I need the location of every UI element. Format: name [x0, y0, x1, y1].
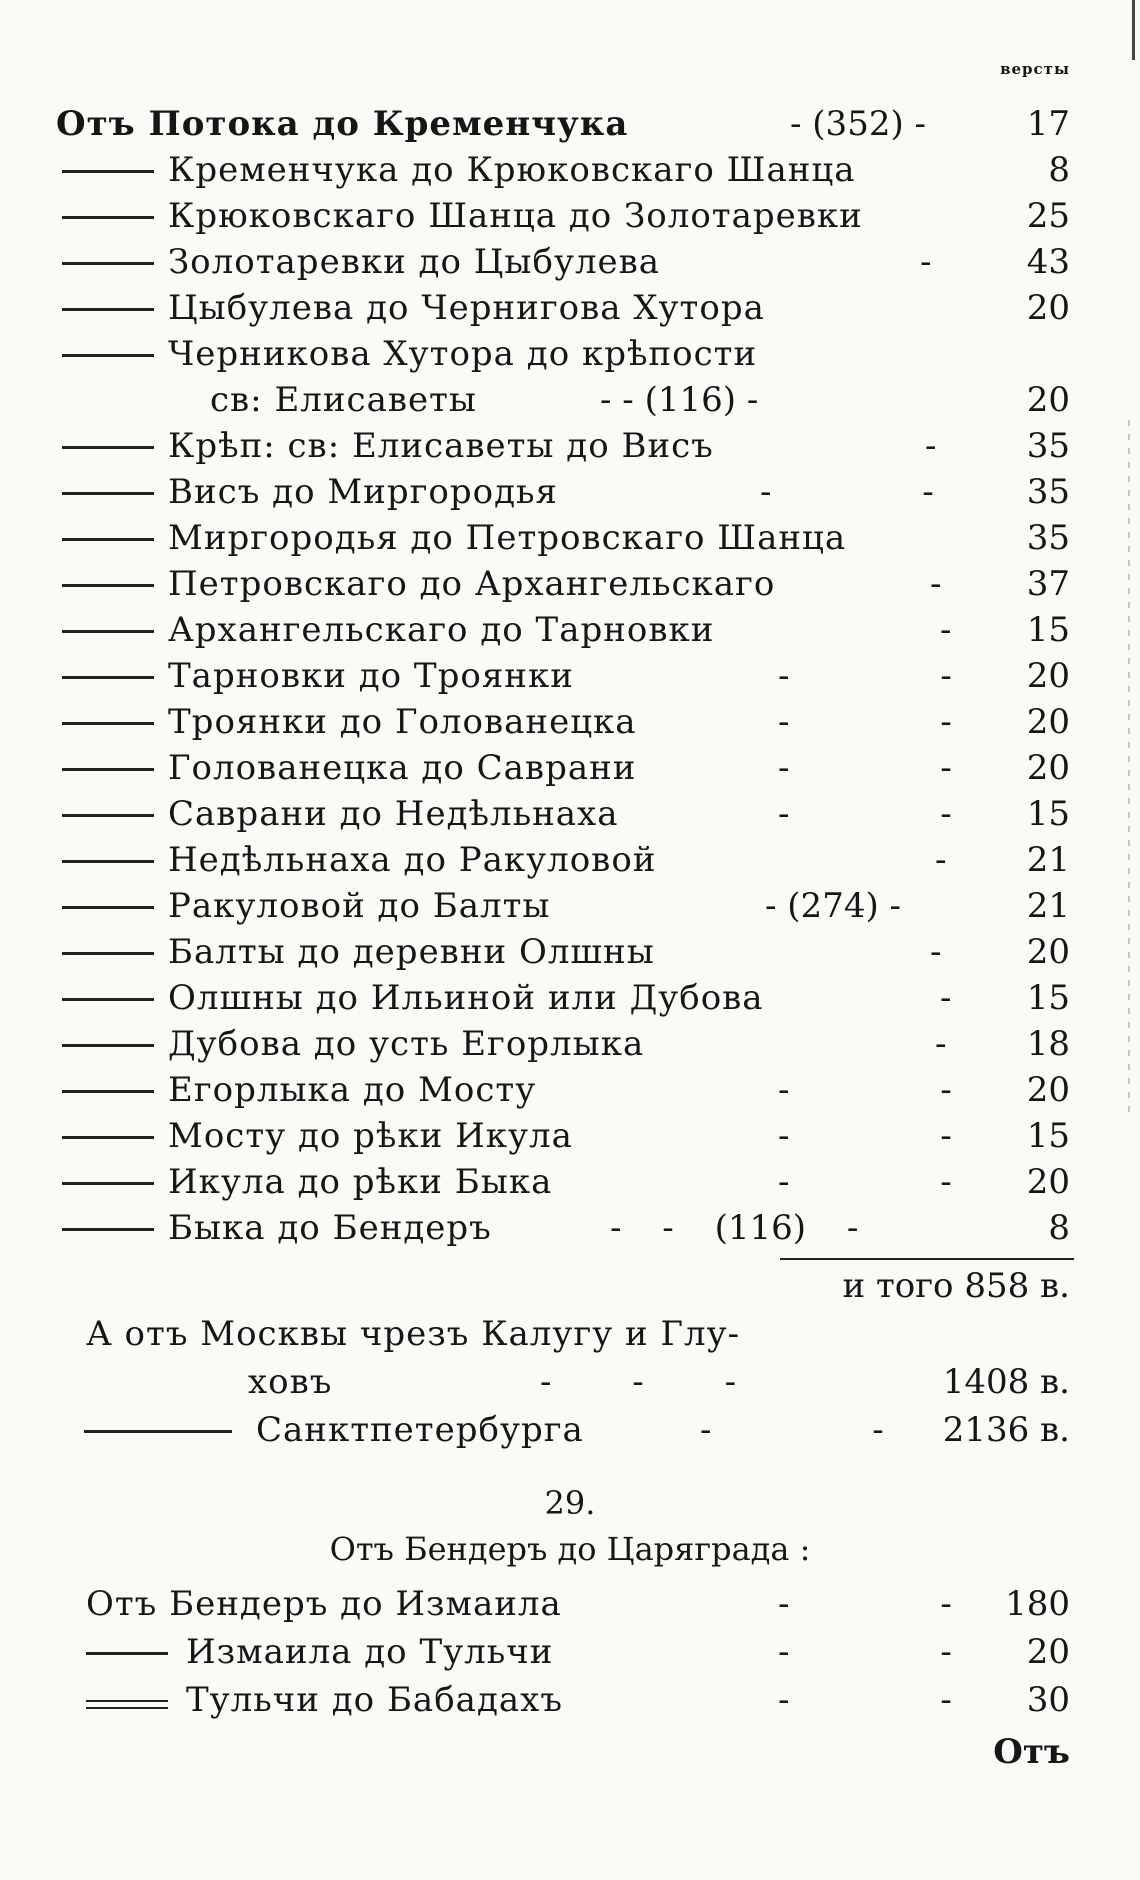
route-text: Олшны до Ильиной или Дубова	[168, 978, 764, 1018]
section-number: 29.	[544, 1484, 596, 1522]
ditto-dash	[62, 216, 154, 219]
route-row	[0, 1158, 1140, 1206]
route-mid: -	[930, 932, 942, 972]
ditto-dash	[84, 1430, 232, 1433]
route-text: Мосту до рѣки Икула	[168, 1116, 573, 1156]
section-row-mid: - -	[778, 1632, 952, 1672]
ditto-dash	[86, 1700, 168, 1702]
ditto-dash	[62, 538, 154, 541]
route-distance: 35	[1026, 518, 1070, 558]
route-row	[0, 422, 1140, 470]
ditto-dash	[62, 1228, 154, 1231]
route-row	[0, 330, 1140, 378]
route-mid: -	[940, 610, 952, 650]
route-distance: 15	[1026, 610, 1070, 650]
route-text: Черникова Хутора до крѣпости	[168, 334, 758, 374]
ditto-dash	[62, 170, 154, 173]
spb-distance: 2136 в.	[942, 1410, 1070, 1450]
route-mid: - -	[778, 794, 952, 834]
column-unit-header: версты	[1000, 60, 1070, 78]
route-text: Икула до рѣки Быка	[168, 1162, 553, 1202]
route-distance: 15	[1026, 978, 1070, 1018]
route-mid: - - (116) -	[600, 380, 759, 420]
route-text: Крюковскаго Шанца до Золотаревки	[168, 196, 863, 236]
route-row	[0, 882, 1140, 930]
moscow-line1: А отъ Москвы чрезъ Калугу и Глу-	[86, 1314, 741, 1354]
route-row	[0, 376, 1140, 424]
spb-text: Санктпетербурга	[256, 1410, 584, 1450]
route-text: Золотаревки до Цыбулева	[168, 242, 661, 282]
route-text: Миргородья до Петровскаго Шанца	[168, 518, 847, 558]
route-row	[0, 560, 1140, 608]
spb-mid: - -	[700, 1410, 884, 1450]
moscow-row	[0, 1310, 1140, 1358]
route-distance: 8	[1048, 150, 1070, 190]
page-edge-mark	[1132, 0, 1135, 60]
route-distance: 25	[1026, 196, 1070, 236]
moscow-line2: ховъ	[248, 1362, 333, 1402]
ditto-dash	[62, 998, 154, 1001]
route-distance: 20	[1026, 932, 1070, 972]
route-text: Ракуловой до Балты	[168, 886, 551, 926]
route-row	[0, 468, 1140, 516]
route-distance: 18	[1026, 1024, 1070, 1064]
section-row-mid: - -	[778, 1584, 952, 1624]
section-title: Отъ Бендеръ до Царяграда :	[329, 1530, 811, 1568]
route-distance: 20	[1026, 656, 1070, 696]
route-mid: - -	[778, 1162, 952, 1202]
ditto-dash	[62, 492, 154, 495]
route-row	[0, 238, 1140, 286]
route-distance: 35	[1026, 472, 1070, 512]
route-distance: 20	[1026, 1162, 1070, 1202]
ditto-dash	[62, 584, 154, 587]
route-total: и того 858 в.	[842, 1266, 1070, 1306]
catchword-row	[0, 1728, 1140, 1776]
spb-row	[0, 1406, 1140, 1454]
route-row	[0, 1112, 1140, 1160]
route-text: Висъ до Миргородья	[168, 472, 558, 512]
route-row	[0, 146, 1140, 194]
catchword: Отъ	[993, 1732, 1070, 1772]
route-mid: -	[930, 564, 942, 604]
ditto-dash	[62, 814, 154, 817]
route-text: Балты до деревни Олшны	[168, 932, 655, 972]
route-row	[0, 100, 1140, 148]
ditto-dash	[62, 676, 154, 679]
ditto-dash	[62, 1182, 154, 1185]
section-row	[0, 1676, 1140, 1724]
route-text: Голованецка до Саврани	[168, 748, 637, 788]
route-row	[0, 1020, 1140, 1068]
ditto-dash	[62, 262, 154, 265]
route-mid: - -	[778, 656, 952, 696]
route-distance: 35	[1026, 426, 1070, 466]
section-row-distance: 20	[1026, 1632, 1070, 1672]
section-row-distance: 180	[1005, 1584, 1070, 1624]
route-row	[0, 606, 1140, 654]
section-row-text: Тульчи до Бабадахъ	[186, 1680, 563, 1720]
route-text: Цыбулева до Чернигова Хутора	[168, 288, 765, 328]
route-distance: 8	[1048, 1208, 1070, 1248]
route-distance: 15	[1026, 1116, 1070, 1156]
sum-rule	[780, 1258, 1074, 1260]
route-mid: - - (116) -	[610, 1208, 859, 1248]
route-mid: -	[935, 840, 947, 880]
ditto-dash	[62, 354, 154, 357]
route-distance: 20	[1026, 288, 1070, 328]
route-row	[0, 652, 1140, 700]
route-distance: 37	[1026, 564, 1070, 604]
section-row-distance: 30	[1026, 1680, 1070, 1720]
route-mid: - -	[778, 748, 952, 788]
ditto-dash	[62, 1044, 154, 1047]
moscow-row	[0, 1358, 1140, 1406]
moscow-line2-mid: - - -	[540, 1362, 737, 1402]
section-row	[0, 1580, 1140, 1628]
route-text: Крѣп: св: Елисаветы до Висъ	[168, 426, 714, 466]
route-row	[0, 790, 1140, 838]
route-mid: -	[940, 978, 952, 1018]
route-distance: 20	[1026, 380, 1070, 420]
route-text: Недѣльнаха до Ракуловой	[168, 840, 657, 880]
route-mid: - -	[778, 1116, 952, 1156]
route-text: Тарновки до Троянки	[168, 656, 574, 696]
route-mid: - -	[778, 702, 952, 742]
route-text: Саврани до Недѣльнаха	[168, 794, 619, 834]
route-row	[0, 928, 1140, 976]
route-distance: 15	[1026, 794, 1070, 834]
ditto-dash	[62, 768, 154, 771]
ditto-dash	[62, 630, 154, 633]
route-text: св: Елисаветы	[210, 380, 477, 420]
section-row	[0, 1628, 1140, 1676]
route-distance: 21	[1026, 886, 1070, 926]
route-distance: 43	[1026, 242, 1070, 282]
route-mid: - (274) -	[765, 886, 902, 926]
route-row	[0, 1204, 1140, 1252]
route-text: Быка до Бендеръ	[168, 1208, 492, 1248]
ditto-dash	[62, 952, 154, 955]
ditto-dash	[62, 1136, 154, 1139]
route-row	[0, 744, 1140, 792]
route-distance: 17	[1026, 104, 1070, 144]
section-row-mid: - -	[778, 1680, 952, 1720]
route-text: Кременчука до Крюковскаго Шанца	[168, 150, 856, 190]
route-distance: 20	[1026, 1070, 1070, 1110]
route-mid: -	[935, 1024, 947, 1064]
ditto-dash	[62, 906, 154, 909]
route-row	[0, 836, 1140, 884]
route-text: Дубова до усть Егорлыка	[168, 1024, 645, 1064]
ditto-dash	[62, 446, 154, 449]
route-mid: -	[925, 426, 937, 466]
route-distance: 20	[1026, 702, 1070, 742]
moscow-distance: 1408 в.	[942, 1362, 1070, 1402]
route-row	[0, 192, 1140, 240]
route-mid: - -	[778, 1070, 952, 1110]
section-row-text: Измаила до Тульчи	[186, 1632, 554, 1672]
route-text: Троянки до Голованецка	[168, 702, 637, 742]
route-text: Архангельскаго до Тарновки	[168, 610, 715, 650]
ditto-dash	[62, 722, 154, 725]
total-row	[0, 1262, 1140, 1310]
route-mid: - -	[760, 472, 934, 512]
route-text: Петровскаго до Архангельскаго	[168, 564, 776, 604]
ditto-dash	[62, 308, 154, 311]
route-row	[0, 698, 1140, 746]
route-distance: 20	[1026, 748, 1070, 788]
section-row-text: Отъ Бендеръ до Измаила	[86, 1584, 562, 1624]
route-row	[0, 284, 1140, 332]
route-row	[0, 974, 1140, 1022]
route-distance: 21	[1026, 840, 1070, 880]
route-mid: -	[920, 242, 932, 282]
ditto-dash	[62, 860, 154, 863]
ditto-dash	[86, 1652, 168, 1655]
route-row	[0, 1066, 1140, 1114]
route-text: Отъ Потока до Кременчука	[56, 104, 629, 144]
route-row	[0, 514, 1140, 562]
ditto-dash	[62, 1090, 154, 1093]
route-text: Егорлыка до Мосту	[168, 1070, 537, 1110]
route-mid: - (352) -	[790, 104, 927, 144]
